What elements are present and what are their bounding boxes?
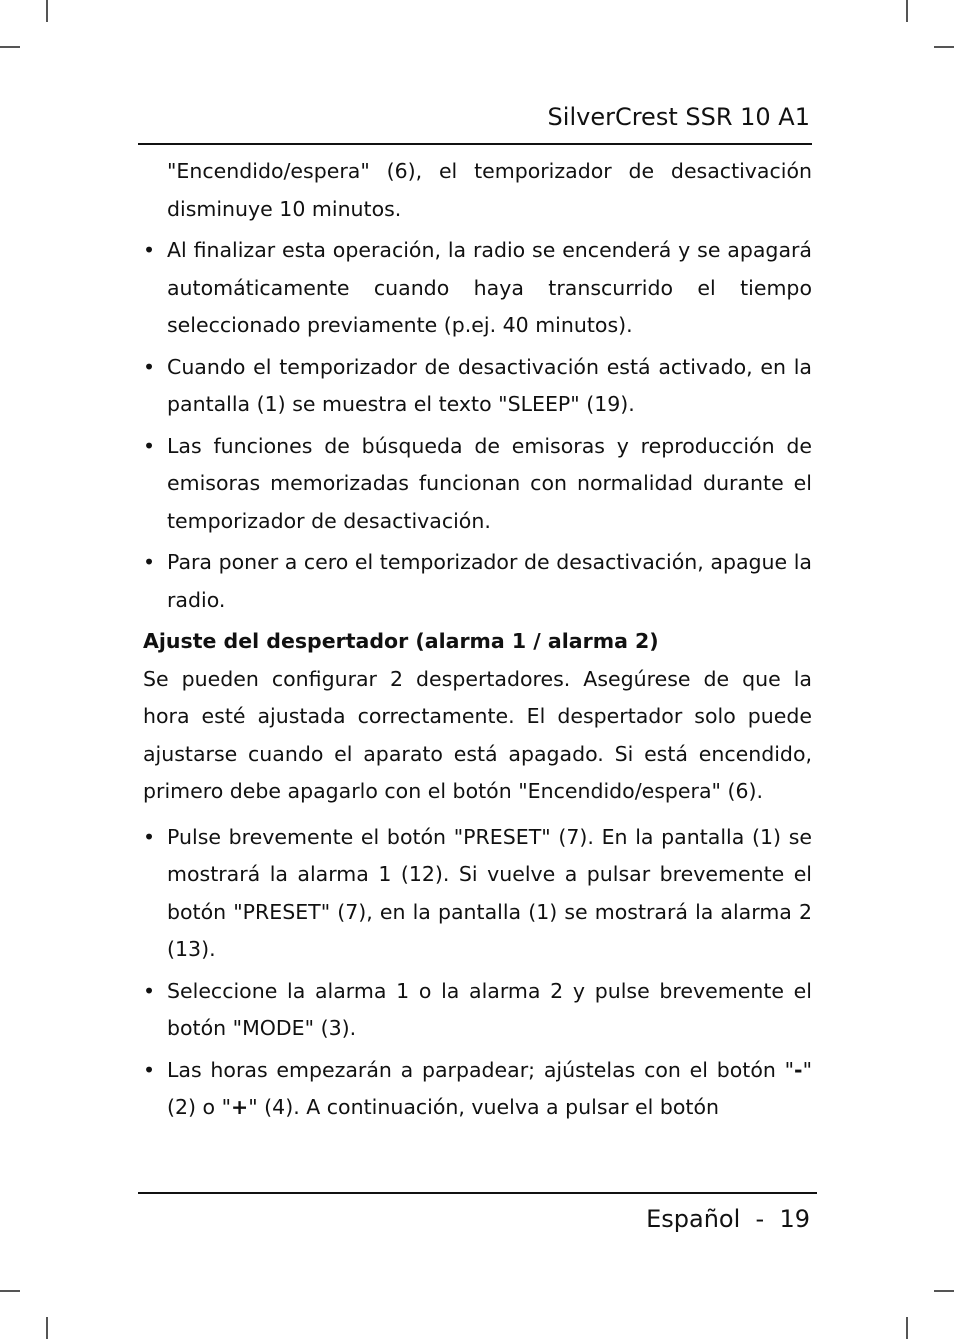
list-item-text: Seleccione la alarma 1 o la alarma 2 y pulse brevemente el botón "MODE" (3). — [167, 978, 812, 1040]
crop-mark-bottom-left — [46, 1317, 48, 1339]
list-item — [143, 819, 812, 969]
list-item — [143, 349, 812, 424]
text-segment: Las horas empezarán a parpadear; ajústelas con el botón " — [167, 1057, 795, 1082]
bullet-glyph: • — [143, 433, 156, 458]
list-item — [143, 232, 812, 345]
list-item-text: Al finalizar esta operación, la radio se encenderá y se apagará automáticamente cuando haya transcurrido el tiempo seleccionado previamente (p.ej. 40 minutos). — [167, 238, 812, 337]
list-item-text: Pulse brevemente el botón "PRESET" (7). En la pantalla (1) se mostrará la alarma 1 (12). Si vuelve a pulsar brevemente el botón "PRESET" (7), en la pantalla (1) se mostrará la alarma 2 (13). — [167, 824, 812, 961]
bullet-glyph: • — [143, 978, 156, 1003]
plus-symbol: + — [231, 1095, 249, 1119]
list-item — [143, 428, 812, 541]
section-heading: Ajuste del despertador (alarma 1 / alarma 2) — [143, 629, 659, 653]
list-item-text: Las funciones de búsqueda de emisoras y reproducción de emisoras memorizadas funcionan con normalidad durante el temporizador de desactivación. — [167, 433, 812, 533]
bullet-glyph: • — [143, 1057, 156, 1082]
page-header-title: SilverCrest SSR 10 A1 — [547, 103, 810, 131]
section-paragraph: Se pueden configurar 2 despertadores. Asegúrese de que la hora esté ajustada correctamente. El despertador solo puede ajustarse cuando el aparato está apagado. Si está encendido, primero debe apagarlo con el botón "Encendido/espera" (6). — [143, 666, 812, 803]
list-item — [143, 544, 812, 619]
header-rule — [138, 143, 812, 145]
crop-mark-top-right-h — [934, 46, 954, 48]
page-footer-number: Español - 19 — [646, 1205, 810, 1233]
list-item — [143, 973, 812, 1048]
crop-mark-top-left — [46, 0, 48, 22]
text-segment: " (4). A continuación, vuelva a pulsar el botón — [248, 1095, 719, 1119]
crop-mark-bottom-right-h — [934, 1290, 954, 1292]
bullet-glyph: • — [143, 238, 156, 262]
list-item-text: Cuando el temporizador de desactivación está activado, en la pantalla (1) se muestra el texto "SLEEP" (19). — [167, 354, 812, 416]
list-item-text: Para poner a cero el temporizador de desactivación, apague la radio. — [167, 550, 812, 612]
bullet-glyph: • — [143, 354, 156, 379]
footer-rule — [138, 1192, 817, 1194]
crop-mark-top-left-h — [0, 46, 20, 48]
list-item-text — [167, 1058, 812, 1120]
crop-mark-bottom-left-h — [0, 1290, 20, 1292]
list-item — [143, 1052, 812, 1127]
bullet-glyph: • — [143, 550, 156, 574]
text-segment: " (2) o " — [167, 1057, 812, 1119]
continuation-text: "Encendido/espera" (6), el temporizador de desactivación disminuye 10 minutos. — [167, 159, 812, 221]
page-content — [143, 153, 812, 1131]
crop-mark-top-right — [906, 0, 908, 22]
bullet-glyph: • — [143, 824, 156, 849]
crop-mark-bottom-right — [906, 1317, 908, 1339]
minus-symbol: - — [794, 1057, 803, 1082]
